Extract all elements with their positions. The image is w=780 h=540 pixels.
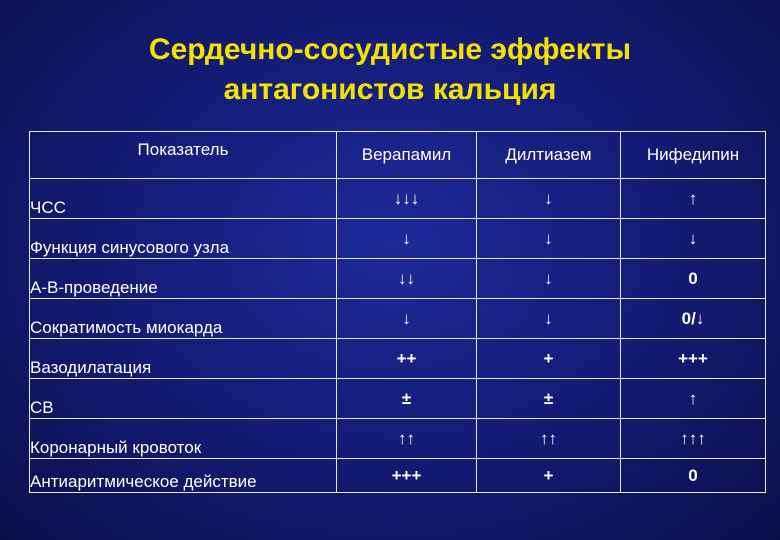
header-verapamil: Верапамил: [337, 132, 477, 179]
cell-verapamil: ±: [337, 379, 477, 419]
cell-verapamil: ↓↓↓: [337, 179, 477, 219]
effects-table: [29, 131, 766, 493]
cell-verapamil: ↓: [337, 299, 477, 339]
row-label: А-В-проведение: [30, 259, 337, 299]
cell-diltiazem: ±: [477, 379, 621, 419]
cell-verapamil: ↓: [337, 219, 477, 259]
row-label: Функция синусового узла: [30, 219, 337, 259]
table-row: [30, 179, 766, 219]
cell-verapamil: +++: [337, 459, 477, 493]
row-label: ЧСС: [30, 179, 337, 219]
table-row: [30, 459, 766, 493]
cell-nifedipine: ↑: [621, 379, 766, 419]
cell-nifedipine: ↑: [621, 179, 766, 219]
row-label: Сократимость миокарда: [30, 299, 337, 339]
table-row: [30, 219, 766, 259]
cell-nifedipine: ↓: [621, 219, 766, 259]
row-label: Коронарный кровоток: [30, 419, 337, 459]
cell-nifedipine: 0: [621, 259, 766, 299]
cell-nifedipine: 0: [621, 459, 766, 493]
table-header-row: [30, 132, 766, 179]
cell-diltiazem: ↓: [477, 299, 621, 339]
row-label: Вазодилатация: [30, 339, 337, 379]
table-row: [30, 339, 766, 379]
cell-diltiazem: +: [477, 459, 621, 493]
cell-diltiazem: +: [477, 339, 621, 379]
title-line-1: Сердечно-сосудистые эффекты: [148, 33, 632, 66]
cell-diltiazem: ↑↑: [477, 419, 621, 459]
table-row: [30, 299, 766, 339]
table-row: [30, 379, 766, 419]
table-row: [30, 419, 766, 459]
cell-diltiazem: ↓: [477, 179, 621, 219]
table-row: [30, 259, 766, 299]
header-diltiazem: Дилтиазем: [477, 132, 621, 179]
row-label: Антиаритмическое действие: [30, 459, 337, 493]
title-line-2: антагонистов кальция: [223, 73, 557, 106]
cell-verapamil: ++: [337, 339, 477, 379]
cell-diltiazem: ↓: [477, 259, 621, 299]
header-indicator: Показатель: [30, 132, 337, 179]
cell-nifedipine: 0/↓: [621, 299, 766, 339]
cell-diltiazem: ↓: [477, 219, 621, 259]
slide-title: [0, 30, 780, 110]
cell-nifedipine: ↑↑↑: [621, 419, 766, 459]
row-label: СВ: [30, 379, 337, 419]
header-nifedipine: Нифедипин: [621, 132, 766, 179]
cell-nifedipine: +++: [621, 339, 766, 379]
cell-verapamil: ↓↓: [337, 259, 477, 299]
cell-verapamil: ↑↑: [337, 419, 477, 459]
